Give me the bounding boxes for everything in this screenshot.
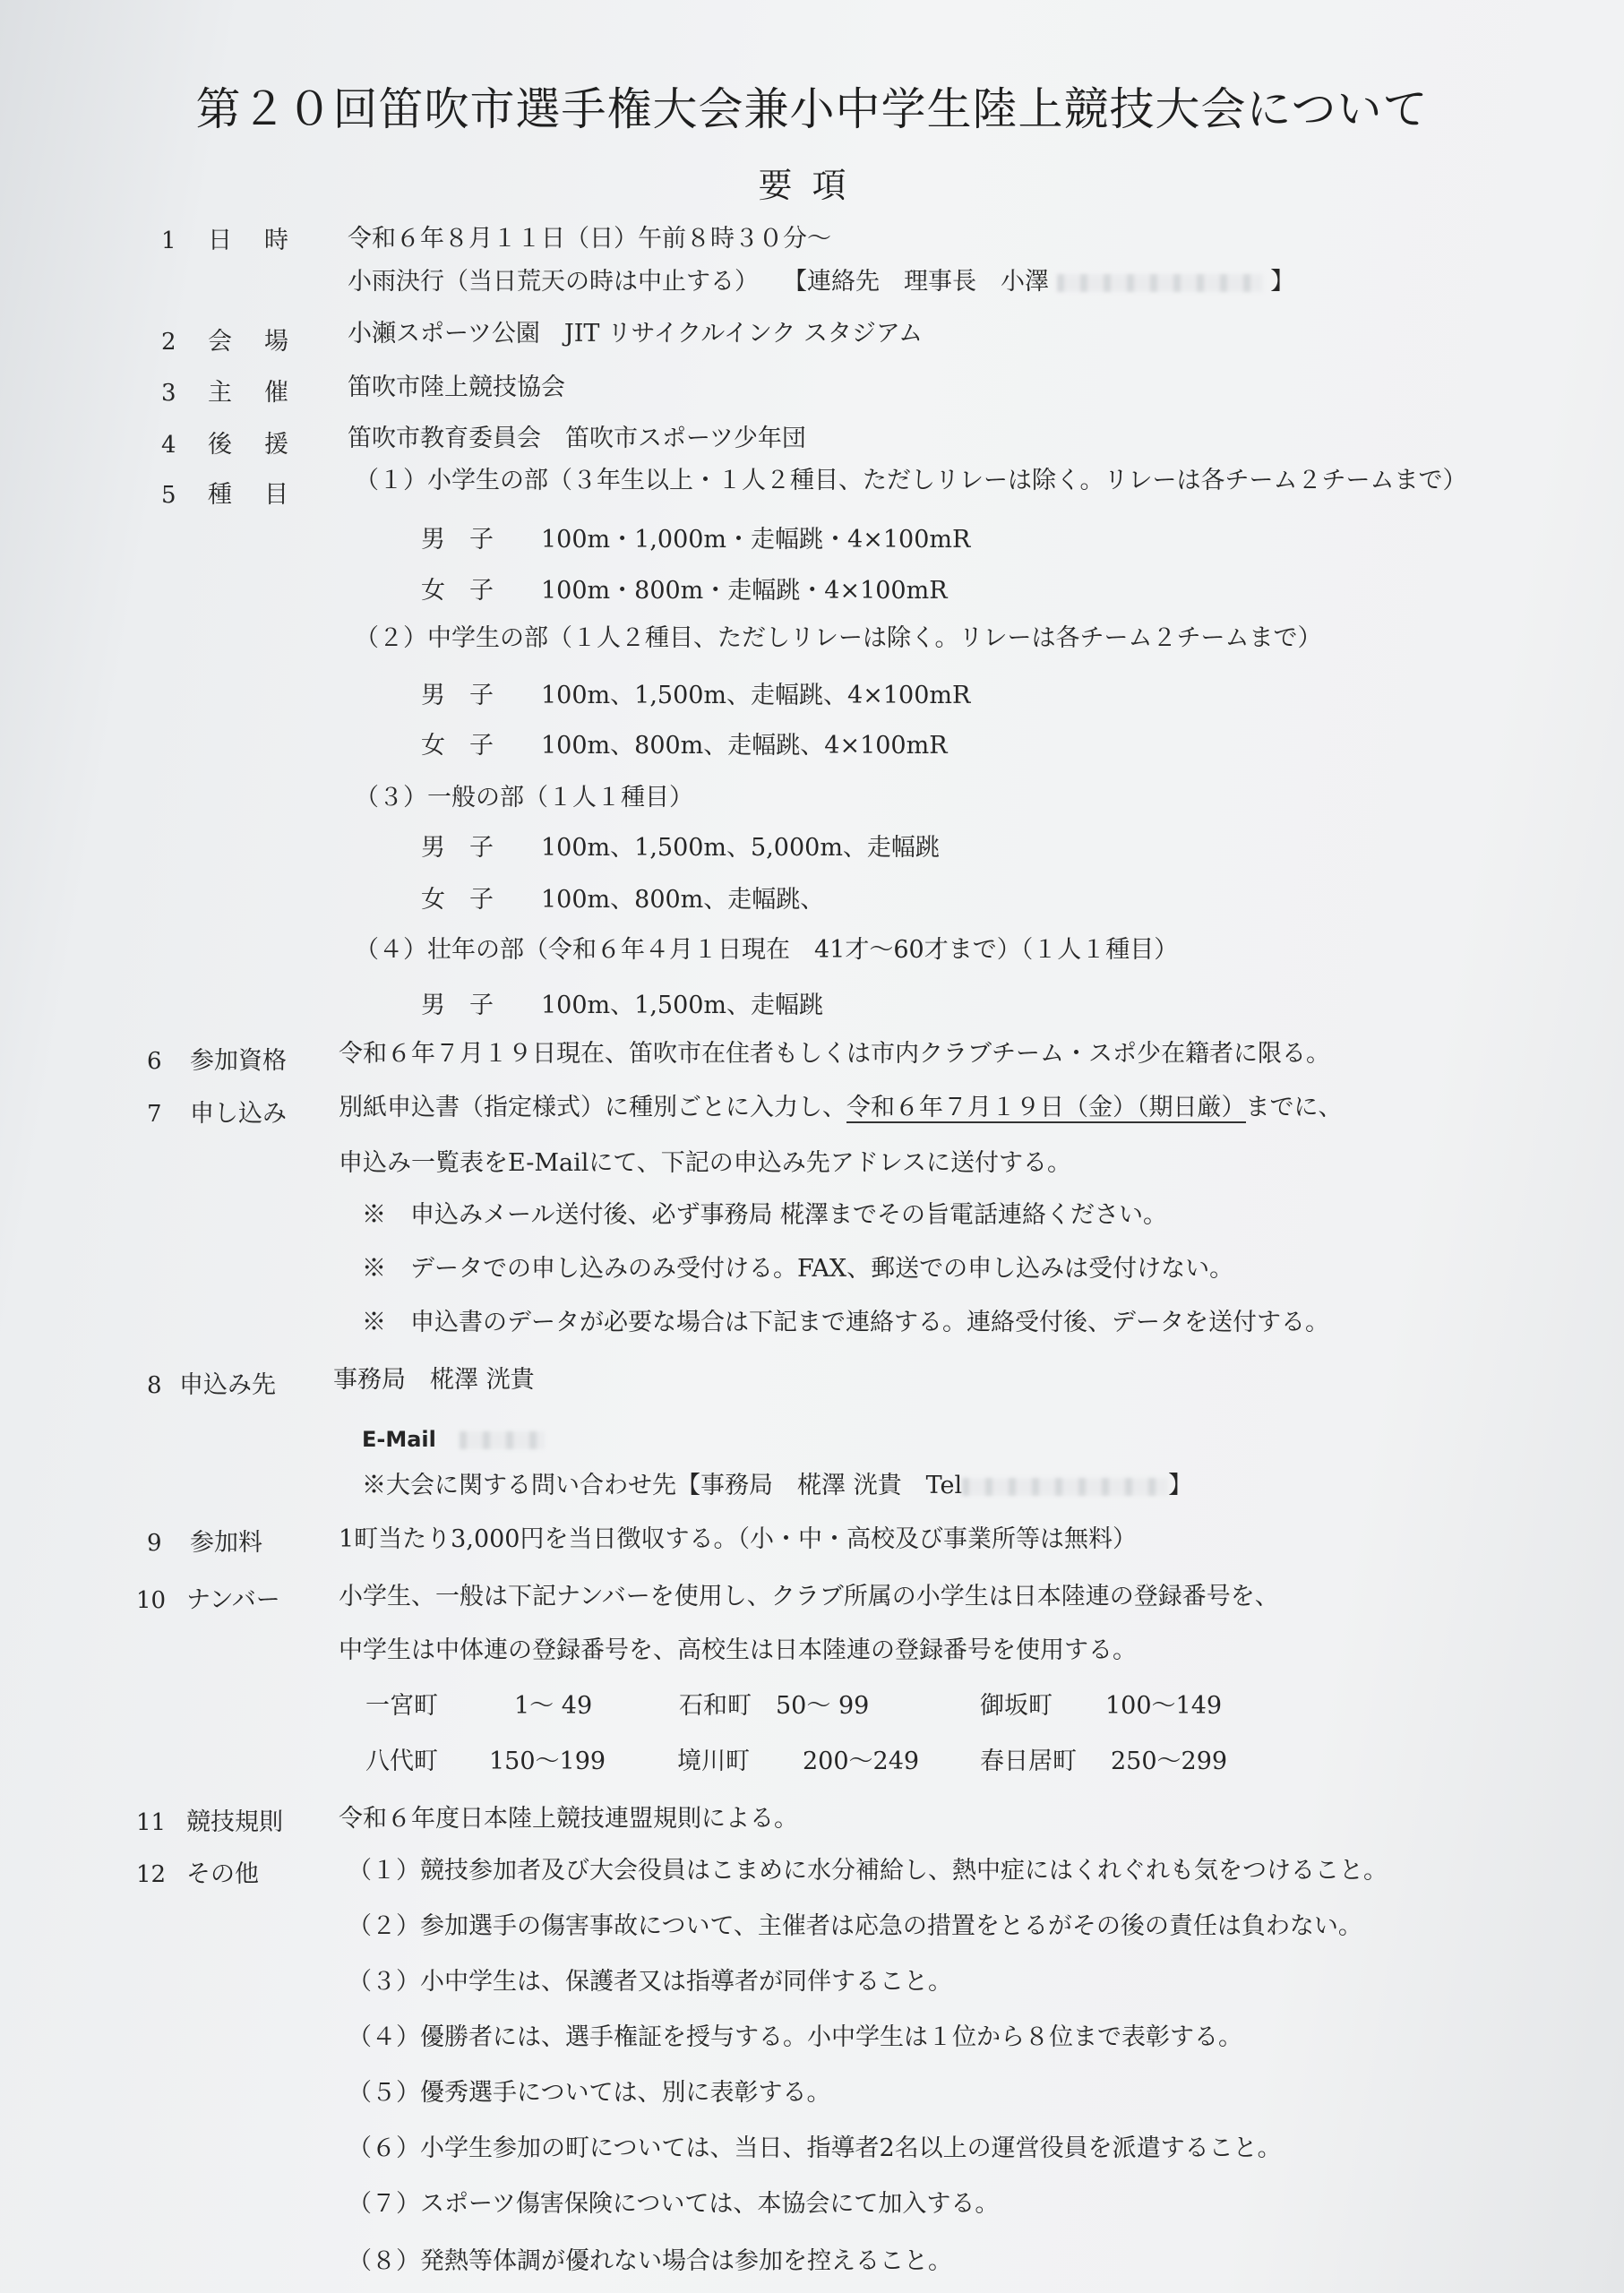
other-item: （２）参加選手の傷害事故について、主催者は応急の措置をとるがその後の責任は負わない。: [348, 1912, 1362, 1940]
redacted-email: [460, 1431, 545, 1449]
section-12-number: 12: [136, 1861, 167, 1888]
section-7-label: 申し込み: [190, 1100, 287, 1128]
other-item: （５）優秀選手については、別に表彰する。: [348, 2079, 831, 2107]
section-8-inquiry-close: 】: [1168, 1472, 1193, 1499]
section-6-eligibility: 令和６年７月１９日現在、笛吹市在住者もしくは市内クラブチーム・スポ少在籍者に限る。: [339, 1040, 1330, 1068]
section-8-inquiry: [362, 1471, 1192, 1501]
event-junior-high-girls: 100m、800m、走幅跳、4×100mR: [541, 732, 948, 760]
other-item: （４）優勝者には、選手権証を授与する。小中学生は１位から８位まで表彰する。: [348, 2023, 1242, 2051]
town-range: 50～ 99: [776, 1692, 870, 1720]
section-7-line1-b: までに、: [1245, 1094, 1343, 1121]
town-name: 石和町: [679, 1692, 752, 1720]
section-8-office: 事務局 椛澤 洸貴: [333, 1366, 535, 1394]
section-11-label: 競技規則: [186, 1808, 283, 1836]
document-title: 第２０回笛吹市選手権大会兼小中学生陸上競技大会について: [195, 83, 1429, 135]
section-9-number: 9: [147, 1530, 162, 1557]
event-junior-high-girls-label: 女 子: [421, 732, 494, 760]
section-7-note2: ※ データでの申し込みのみ受付ける。FAX、郵送での申し込みは受付けない。: [362, 1255, 1234, 1283]
other-item: （８）発熱等体調が優れない場合は参加を控えること。: [348, 2247, 952, 2275]
section-8-label: 申込み先: [179, 1371, 276, 1399]
event-masters-men-label: 男 子: [421, 992, 494, 1019]
section-5-label: 種目: [208, 481, 321, 509]
section-3-number: 3: [161, 380, 176, 407]
event-junior-high-heading: （２）中学生の部（１人２種目、ただしリレーは除く。リレーは各チーム２チームまで）: [355, 624, 1322, 652]
section-1-datetime: 令和６年８月１１日（日）午前８時３０分～: [348, 225, 831, 253]
section-7-number: 7: [147, 1101, 162, 1128]
event-elementary-girls: 100m・800m・走幅跳・4×100mR: [541, 577, 948, 605]
section-7-note3: ※ 申込書のデータが必要な場合は下記まで連絡する。連絡受付後、データを送付する。: [362, 1309, 1329, 1336]
event-junior-high-boys: 100m、1,500m、走幅跳、4×100mR: [541, 682, 971, 709]
section-10-line1: 小学生、一般は下記ナンバーを使用し、クラブ所属の小学生は日本陸連の登録番号を、: [339, 1583, 1279, 1610]
redacted-tel: [962, 1478, 1168, 1496]
section-9-label: 参加料: [190, 1529, 262, 1557]
section-1-number: 1: [161, 228, 176, 254]
event-junior-high-boys-label: 男 子: [421, 682, 494, 709]
section-1-contact-open: 【連絡先 理事長 小澤: [783, 268, 1049, 296]
section-11-number: 11: [136, 1809, 167, 1836]
event-general-heading: （３）一般の部（１人１種目）: [355, 784, 693, 812]
section-3-organizer: 笛吹市陸上競技協会: [348, 374, 565, 401]
town-range: 250～299: [1111, 1748, 1228, 1775]
other-item: （７）スポーツ傷害保険については、本協会にて加入する。: [348, 2190, 1000, 2218]
event-general-men: 100m、1,500m、5,000m、走幅跳: [541, 834, 940, 862]
section-2-label: 会場: [208, 328, 321, 356]
other-item: （３）小中学生は、保護者又は指導者が同伴すること。: [348, 1968, 952, 1996]
section-2-number: 2: [161, 329, 176, 356]
other-item: （６）小学生参加の町については、当日、指導者2名以上の運営役員を派遣すること。: [348, 2134, 1282, 2162]
section-1-label: 日時: [208, 227, 321, 254]
section-11-rules: 令和６年度日本陸上競技連盟規則による。: [339, 1805, 798, 1833]
section-7-line2: 申込み一覧表をE-Mailにて、下記の申込み先アドレスに送付する。: [339, 1149, 1071, 1177]
section-1-contact-close: 】: [1270, 268, 1295, 296]
section-12-label: その他: [186, 1860, 259, 1888]
section-9-fee: 1町当たり3,000円を当日徴収する。（小・中・高校及び事業所等は無料）: [339, 1525, 1137, 1553]
section-5-number: 5: [161, 482, 176, 509]
event-elementary-boys-label: 男 子: [421, 526, 494, 554]
town-name: 一宮町: [365, 1692, 438, 1720]
section-8-email: [362, 1424, 545, 1455]
section-7-note1: ※ 申込みメール送付後、必ず事務局 椛澤までその旨電話連絡ください。: [362, 1201, 1168, 1229]
redacted-phone: [1057, 274, 1263, 292]
town-range: 200～249: [803, 1748, 920, 1775]
other-item: （１）競技参加者及び大会役員はこまめに水分補給し、熱中症にはくれぐれも気をつけること。: [348, 1857, 1388, 1885]
section-7-line1-a: 別紙申込書（指定様式）に種別ごとに入力し、: [339, 1094, 846, 1121]
section-4-supporters: 笛吹市教育委員会 笛吹市スポーツ少年団: [348, 425, 806, 452]
town-range: 100～149: [1105, 1692, 1223, 1720]
section-6-number: 6: [147, 1048, 162, 1075]
town-name: 境川町: [677, 1748, 750, 1775]
section-1-weather-note: 小雨決行（当日荒天の時は中止する）: [348, 268, 759, 296]
section-8-number: 8: [147, 1372, 162, 1399]
section-7-line1: [339, 1093, 1343, 1123]
section-3-label: 主催: [208, 379, 321, 407]
event-general-women-label: 女 子: [421, 886, 494, 914]
section-4-label: 後援: [208, 431, 321, 459]
event-general-women: 100m、800m、走幅跳、: [541, 886, 825, 914]
section-6-label: 参加資格: [190, 1047, 287, 1075]
event-elementary-heading: （１）小学生の部（３年生以上・１人２種目、ただしリレーは除く。リレーは各チーム２チームまで）: [355, 467, 1467, 494]
event-masters-men: 100m、1,500m、走幅跳: [541, 992, 824, 1019]
event-general-men-label: 男 子: [421, 834, 494, 862]
section-4-number: 4: [161, 432, 176, 459]
town-range: 150～199: [489, 1748, 606, 1775]
event-elementary-boys: 100m・1,000m・走幅跳・4×100mR: [541, 526, 971, 554]
section-10-number: 10: [136, 1587, 167, 1614]
email-label: E-Mail: [362, 1427, 436, 1452]
section-10-line2: 中学生は中体連の登録番号を、高校生は日本陸連の登録番号を使用する。: [339, 1636, 1137, 1664]
event-elementary-girls-label: 女 子: [421, 577, 494, 605]
town-name: 御坂町: [980, 1692, 1053, 1720]
section-7-deadline: 令和６年７月１９日（金）（期日厳）: [846, 1094, 1246, 1121]
town-range: 1～ 49: [514, 1692, 593, 1720]
town-name: 八代町: [365, 1748, 438, 1775]
section-10-label: ナンバー: [186, 1586, 280, 1614]
section-1-contact: [783, 267, 1294, 297]
event-masters-heading: （４）壮年の部（令和６年４月１日現在 41才～60才まで）（１人１種目）: [355, 936, 1179, 964]
town-name: 春日居町: [980, 1748, 1077, 1775]
section-2-venue: 小瀬スポーツ公園 JIT リサイクルインク スタジアム: [348, 320, 924, 348]
section-8-inquiry-open: ※大会に関する問い合わせ先【事務局 椛澤 洸貴 Tel: [362, 1472, 963, 1499]
document-subtitle: 要項: [758, 166, 866, 205]
